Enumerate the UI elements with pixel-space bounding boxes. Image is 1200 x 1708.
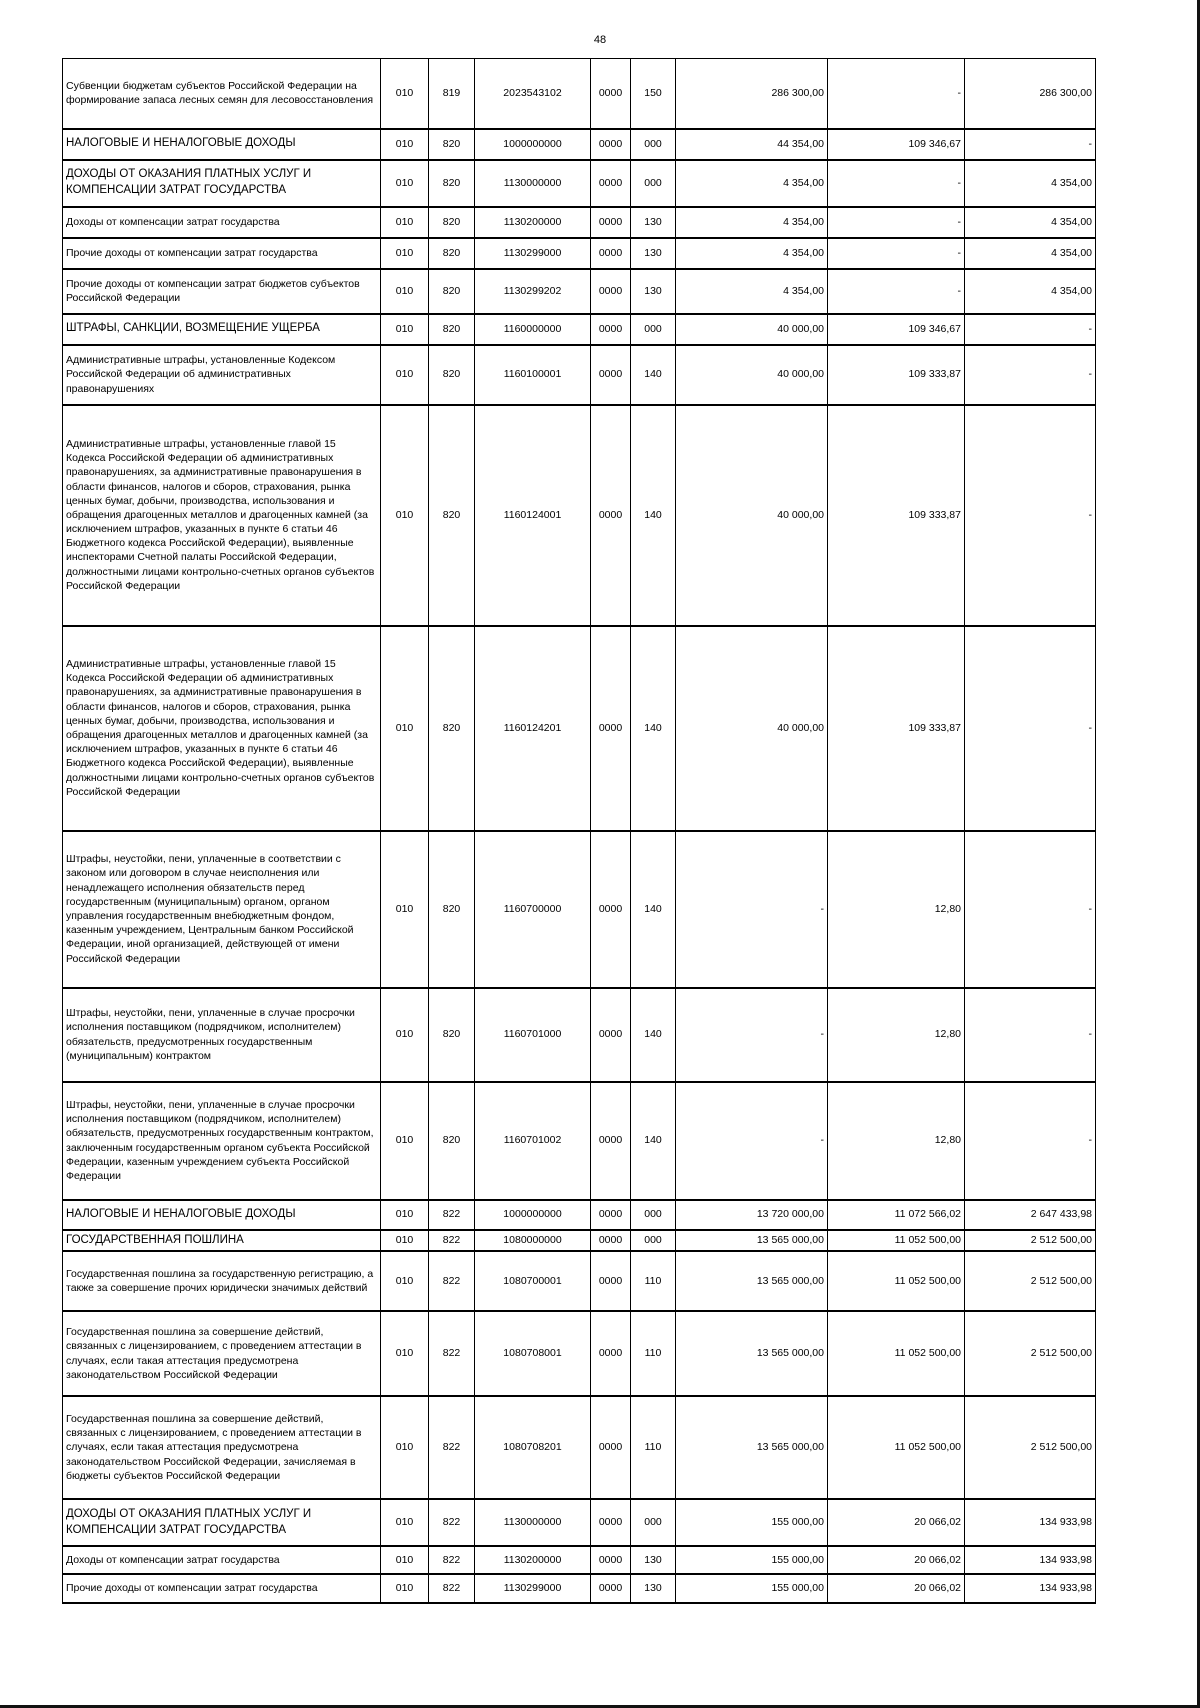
table-row <box>63 405 1096 626</box>
table-row <box>63 1499 1096 1546</box>
row-name-cell: НАЛОГОВЫЕ И НЕНАЛОГОВЫЕ ДОХОДЫ <box>63 129 381 160</box>
planned-amount-cell: - <box>676 831 828 988</box>
table-row <box>63 59 1096 129</box>
code-admin-cell: 820 <box>429 405 475 626</box>
remainder-amount-cell: 4 354,00 <box>965 269 1096 314</box>
actual-amount-cell: 11 052 500,00 <box>828 1230 965 1252</box>
actual-amount-cell: 12,80 <box>828 831 965 988</box>
remainder-amount-cell: 134 933,98 <box>965 1546 1096 1574</box>
code-section-cell: 010 <box>381 314 429 345</box>
code-kbk-cell: 1130000000 <box>475 1499 591 1546</box>
planned-amount-cell: 13 565 000,00 <box>676 1311 828 1396</box>
remainder-amount-cell: 4 354,00 <box>965 160 1096 207</box>
remainder-amount-cell: - <box>965 345 1096 405</box>
table-row <box>63 1230 1096 1252</box>
code-section-cell: 010 <box>381 1200 429 1230</box>
code-kbk-cell: 1160124201 <box>475 626 591 831</box>
code-section-cell: 010 <box>381 831 429 988</box>
code-section-cell: 010 <box>381 1251 429 1311</box>
code-kosgu-cell: 130 <box>631 238 676 269</box>
code-program-cell: 0000 <box>591 59 631 129</box>
code-kosgu-cell: 140 <box>631 405 676 626</box>
code-admin-cell: 820 <box>429 1082 475 1200</box>
revenue-table-body <box>63 59 1096 1604</box>
actual-amount-cell: 12,80 <box>828 1082 965 1200</box>
table-row <box>63 1311 1096 1396</box>
remainder-amount-cell: 134 933,98 <box>965 1574 1096 1603</box>
code-section-cell: 010 <box>381 129 429 160</box>
code-program-cell: 0000 <box>591 207 631 238</box>
code-kbk-cell: 1160100001 <box>475 345 591 405</box>
code-kosgu-cell: 110 <box>631 1311 676 1396</box>
planned-amount-cell: 155 000,00 <box>676 1574 828 1603</box>
planned-amount-cell: 44 354,00 <box>676 129 828 160</box>
code-admin-cell: 820 <box>429 160 475 207</box>
actual-amount-cell: 20 066,02 <box>828 1499 965 1546</box>
table-row <box>63 314 1096 345</box>
code-program-cell: 0000 <box>591 1546 631 1574</box>
planned-amount-cell: 40 000,00 <box>676 405 828 626</box>
row-name-cell: Административные штрафы, установленные Кодексом Российской Федерации об административных правонарушениях <box>63 345 381 405</box>
actual-amount-cell: 109 333,87 <box>828 345 965 405</box>
code-section-cell: 010 <box>381 59 429 129</box>
code-kbk-cell: 1000000000 <box>475 1200 591 1230</box>
code-section-cell: 010 <box>381 626 429 831</box>
planned-amount-cell: 13 565 000,00 <box>676 1230 828 1252</box>
code-program-cell: 0000 <box>591 405 631 626</box>
actual-amount-cell: 109 346,67 <box>828 314 965 345</box>
code-program-cell: 0000 <box>591 1251 631 1311</box>
code-section-cell: 010 <box>381 1574 429 1603</box>
code-admin-cell: 822 <box>429 1230 475 1252</box>
actual-amount-cell: 12,80 <box>828 988 965 1082</box>
code-section-cell: 010 <box>381 238 429 269</box>
table-row <box>63 345 1096 405</box>
row-name-cell: Административные штрафы, установленные главой 15 Кодекса Российской Федерации об административных правонарушениях, за административные правонарушения в области финансов, налогов и сборов, страхования, рынка ценных бумаг, добычи, производства, использования и обращения драгоценных металлов и драгоценных камней (за исключением штрафов, указанных в пункте 6 статьи 46 Бюджетного кодекса Российской Федерации), выявленные инспекторами Счетной палаты Российской Федерации, должностными лицами контрольно-счетных органов субъектов Российской Федерации <box>63 405 381 626</box>
code-program-cell: 0000 <box>591 988 631 1082</box>
code-kbk-cell: 1130299000 <box>475 1574 591 1603</box>
table-row <box>63 1082 1096 1200</box>
code-section-cell: 010 <box>381 345 429 405</box>
row-name-cell: Государственная пошлина за государственную регистрацию, а также за совершение прочих юридически значимых действий <box>63 1251 381 1311</box>
planned-amount-cell: 40 000,00 <box>676 314 828 345</box>
code-kbk-cell: 1160124001 <box>475 405 591 626</box>
code-program-cell: 0000 <box>591 1499 631 1546</box>
row-name-cell: Штрафы, неустойки, пени, уплаченные в случае просрочки исполнения поставщиком (подрядчиком, исполнителем) обязательств, предусмотренных государственным контрактом, заключенным государственным органом субъекта Российской Федерации, казенным учреждением субъекта Российской Федерации <box>63 1082 381 1200</box>
code-kosgu-cell: 130 <box>631 1574 676 1603</box>
code-program-cell: 0000 <box>591 345 631 405</box>
code-section-cell: 010 <box>381 1082 429 1200</box>
row-name-cell: Доходы от компенсации затрат государства <box>63 207 381 238</box>
code-section-cell: 010 <box>381 160 429 207</box>
planned-amount-cell: 13 565 000,00 <box>676 1251 828 1311</box>
code-program-cell: 0000 <box>591 1082 631 1200</box>
actual-amount-cell: - <box>828 207 965 238</box>
actual-amount-cell: - <box>828 269 965 314</box>
row-name-cell: ДОХОДЫ ОТ ОКАЗАНИЯ ПЛАТНЫХ УСЛУГ И КОМПЕНСАЦИИ ЗАТРАТ ГОСУДАРСТВА <box>63 1499 381 1546</box>
code-kosgu-cell: 130 <box>631 207 676 238</box>
code-admin-cell: 820 <box>429 207 475 238</box>
code-admin-cell: 822 <box>429 1396 475 1499</box>
planned-amount-cell: 13 720 000,00 <box>676 1200 828 1230</box>
code-section-cell: 010 <box>381 1546 429 1574</box>
code-admin-cell: 820 <box>429 314 475 345</box>
code-kosgu-cell: 140 <box>631 345 676 405</box>
code-section-cell: 010 <box>381 1230 429 1252</box>
planned-amount-cell: 40 000,00 <box>676 626 828 831</box>
code-kbk-cell: 1130299000 <box>475 238 591 269</box>
actual-amount-cell: 11 072 566,02 <box>828 1200 965 1230</box>
code-program-cell: 0000 <box>591 1574 631 1603</box>
table-row <box>63 1546 1096 1574</box>
code-kosgu-cell: 110 <box>631 1396 676 1499</box>
actual-amount-cell: - <box>828 238 965 269</box>
code-section-cell: 010 <box>381 1396 429 1499</box>
table-row <box>63 1251 1096 1311</box>
row-name-cell: Прочие доходы от компенсации затрат государства <box>63 1574 381 1603</box>
code-kosgu-cell: 140 <box>631 1082 676 1200</box>
table-row <box>63 238 1096 269</box>
code-kosgu-cell: 130 <box>631 1546 676 1574</box>
code-kosgu-cell: 000 <box>631 1230 676 1252</box>
remainder-amount-cell: 2 512 500,00 <box>965 1230 1096 1252</box>
remainder-amount-cell: 286 300,00 <box>965 59 1096 129</box>
code-kbk-cell: 2023543102 <box>475 59 591 129</box>
code-admin-cell: 820 <box>429 626 475 831</box>
row-name-cell: ГОСУДАРСТВЕННАЯ ПОШЛИНА <box>63 1230 381 1252</box>
planned-amount-cell: 13 565 000,00 <box>676 1396 828 1499</box>
row-name-cell: ДОХОДЫ ОТ ОКАЗАНИЯ ПЛАТНЫХ УСЛУГ И КОМПЕНСАЦИИ ЗАТРАТ ГОСУДАРСТВА <box>63 160 381 207</box>
table-row <box>63 1200 1096 1230</box>
actual-amount-cell: 109 346,67 <box>828 129 965 160</box>
remainder-amount-cell: - <box>965 831 1096 988</box>
code-program-cell: 0000 <box>591 238 631 269</box>
code-admin-cell: 820 <box>429 269 475 314</box>
code-kbk-cell: 1160701000 <box>475 988 591 1082</box>
code-admin-cell: 822 <box>429 1251 475 1311</box>
remainder-amount-cell: 2 647 433,98 <box>965 1200 1096 1230</box>
actual-amount-cell: - <box>828 160 965 207</box>
planned-amount-cell: 4 354,00 <box>676 207 828 238</box>
code-kbk-cell: 1080000000 <box>475 1230 591 1252</box>
remainder-amount-cell: 2 512 500,00 <box>965 1251 1096 1311</box>
planned-amount-cell: 155 000,00 <box>676 1499 828 1546</box>
code-kosgu-cell: 000 <box>631 1499 676 1546</box>
actual-amount-cell: 11 052 500,00 <box>828 1396 965 1499</box>
remainder-amount-cell: 4 354,00 <box>965 207 1096 238</box>
table-row <box>63 207 1096 238</box>
planned-amount-cell: 4 354,00 <box>676 238 828 269</box>
code-admin-cell: 820 <box>429 129 475 160</box>
code-admin-cell: 820 <box>429 345 475 405</box>
code-kosgu-cell: 000 <box>631 314 676 345</box>
planned-amount-cell: 155 000,00 <box>676 1546 828 1574</box>
code-program-cell: 0000 <box>591 160 631 207</box>
row-name-cell: Доходы от компенсации затрат государства <box>63 1546 381 1574</box>
actual-amount-cell: 109 333,87 <box>828 405 965 626</box>
code-kbk-cell: 1080708201 <box>475 1396 591 1499</box>
code-program-cell: 0000 <box>591 1200 631 1230</box>
table-row <box>63 129 1096 160</box>
table-row <box>63 626 1096 831</box>
code-section-cell: 010 <box>381 1311 429 1396</box>
row-name-cell: ШТРАФЫ, САНКЦИИ, ВОЗМЕЩЕНИЕ УЩЕРБА <box>63 314 381 345</box>
row-name-cell: Субвенции бюджетам субъектов Российской Федерации на формирование запаса лесных семян для лесовосстановления <box>63 59 381 129</box>
code-admin-cell: 820 <box>429 831 475 988</box>
code-kosgu-cell: 130 <box>631 269 676 314</box>
code-program-cell: 0000 <box>591 831 631 988</box>
code-admin-cell: 819 <box>429 59 475 129</box>
table-row <box>63 1396 1096 1499</box>
row-name-cell: Государственная пошлина за совершение действий, связанных с лицензированием, с проведением аттестации в случаях, если такая аттестация предусмотрена законодательством Российской Федерации <box>63 1311 381 1396</box>
actual-amount-cell: 20 066,02 <box>828 1546 965 1574</box>
code-section-cell: 010 <box>381 207 429 238</box>
row-name-cell: Штрафы, неустойки, пени, уплаченные в случае просрочки исполнения поставщиком (подрядчиком, исполнителем) обязательств, предусмотренных государственным (муниципальным) контрактом <box>63 988 381 1082</box>
remainder-amount-cell: - <box>965 314 1096 345</box>
code-program-cell: 0000 <box>591 1396 631 1499</box>
code-kbk-cell: 1130299202 <box>475 269 591 314</box>
table-row <box>63 831 1096 988</box>
row-name-cell: Прочие доходы от компенсации затрат бюджетов субъектов Российской Федерации <box>63 269 381 314</box>
row-name-cell: НАЛОГОВЫЕ И НЕНАЛОГОВЫЕ ДОХОДЫ <box>63 1200 381 1230</box>
row-name-cell: Государственная пошлина за совершение действий, связанных с лицензированием, с проведением аттестации в случаях, если такая аттестация предусмотрена законодательством Российской Федерации, зачисляемая в бюджеты субъектов Российской Федерации <box>63 1396 381 1499</box>
code-program-cell: 0000 <box>591 129 631 160</box>
code-kbk-cell: 1080708001 <box>475 1311 591 1396</box>
code-kosgu-cell: 150 <box>631 59 676 129</box>
planned-amount-cell: 40 000,00 <box>676 345 828 405</box>
code-program-cell: 0000 <box>591 314 631 345</box>
actual-amount-cell: 11 052 500,00 <box>828 1251 965 1311</box>
remainder-amount-cell: - <box>965 405 1096 626</box>
actual-amount-cell: 109 333,87 <box>828 626 965 831</box>
code-program-cell: 0000 <box>591 269 631 314</box>
remainder-amount-cell: - <box>965 129 1096 160</box>
code-kbk-cell: 1130200000 <box>475 1546 591 1574</box>
revenue-table <box>62 58 1096 1604</box>
code-admin-cell: 822 <box>429 1200 475 1230</box>
remainder-amount-cell: - <box>965 1082 1096 1200</box>
actual-amount-cell: 20 066,02 <box>828 1574 965 1603</box>
row-name-cell: Штрафы, неустойки, пени, уплаченные в соответствии с законом или договором в случае неисполнения или ненадлежащего исполнения обязательств перед государственным (муниципальным) органом, органом управления государственным внебюджетным фондом, казенным учреждением, Центральным банком Российской Федерации, иной организацией, действующей от имени Российской Федерации <box>63 831 381 988</box>
code-kosgu-cell: 140 <box>631 831 676 988</box>
code-kbk-cell: 1160700000 <box>475 831 591 988</box>
code-admin-cell: 822 <box>429 1546 475 1574</box>
code-kbk-cell: 1160701002 <box>475 1082 591 1200</box>
table-row <box>63 269 1096 314</box>
code-kosgu-cell: 000 <box>631 160 676 207</box>
actual-amount-cell: 11 052 500,00 <box>828 1311 965 1396</box>
planned-amount-cell: - <box>676 1082 828 1200</box>
table-row <box>63 988 1096 1082</box>
code-admin-cell: 822 <box>429 1499 475 1546</box>
remainder-amount-cell: 2 512 500,00 <box>965 1311 1096 1396</box>
code-section-cell: 010 <box>381 405 429 626</box>
page-number: 48 <box>593 34 607 46</box>
code-admin-cell: 822 <box>429 1574 475 1603</box>
code-section-cell: 010 <box>381 1499 429 1546</box>
code-kosgu-cell: 110 <box>631 1251 676 1311</box>
row-name-cell: Административные штрафы, установленные главой 15 Кодекса Российской Федерации об административных правонарушениях, за административные правонарушения в области финансов, налогов и сборов, страхования, рынка ценных бумаг, добычи, производства, использования и обращения драгоценных металлов и драгоценных камней (за исключением штрафов, указанных в пункте 6 статьи 46 Бюджетного кодекса Российской Федерации), выявленные должностными лицами контрольно-счетных органов субъектов Российской Федерации <box>63 626 381 831</box>
planned-amount-cell: 286 300,00 <box>676 59 828 129</box>
remainder-amount-cell: 134 933,98 <box>965 1499 1096 1546</box>
planned-amount-cell: 4 354,00 <box>676 269 828 314</box>
table-row <box>63 1574 1096 1603</box>
code-kosgu-cell: 140 <box>631 626 676 831</box>
actual-amount-cell: - <box>828 59 965 129</box>
code-kbk-cell: 1080700001 <box>475 1251 591 1311</box>
code-kosgu-cell: 140 <box>631 988 676 1082</box>
code-section-cell: 010 <box>381 988 429 1082</box>
code-kbk-cell: 1160000000 <box>475 314 591 345</box>
code-kbk-cell: 1130000000 <box>475 160 591 207</box>
code-kosgu-cell: 000 <box>631 129 676 160</box>
code-admin-cell: 820 <box>429 988 475 1082</box>
code-program-cell: 0000 <box>591 626 631 831</box>
remainder-amount-cell: 2 512 500,00 <box>965 1396 1096 1499</box>
remainder-amount-cell: 4 354,00 <box>965 238 1096 269</box>
code-program-cell: 0000 <box>591 1311 631 1396</box>
planned-amount-cell: 4 354,00 <box>676 160 828 207</box>
code-kbk-cell: 1130200000 <box>475 207 591 238</box>
code-program-cell: 0000 <box>591 1230 631 1252</box>
planned-amount-cell: - <box>676 988 828 1082</box>
row-name-cell: Прочие доходы от компенсации затрат государства <box>63 238 381 269</box>
table-row <box>63 160 1096 207</box>
code-section-cell: 010 <box>381 269 429 314</box>
code-kbk-cell: 1000000000 <box>475 129 591 160</box>
remainder-amount-cell: - <box>965 626 1096 831</box>
code-kosgu-cell: 000 <box>631 1200 676 1230</box>
code-admin-cell: 822 <box>429 1311 475 1396</box>
remainder-amount-cell: - <box>965 988 1096 1082</box>
code-admin-cell: 820 <box>429 238 475 269</box>
